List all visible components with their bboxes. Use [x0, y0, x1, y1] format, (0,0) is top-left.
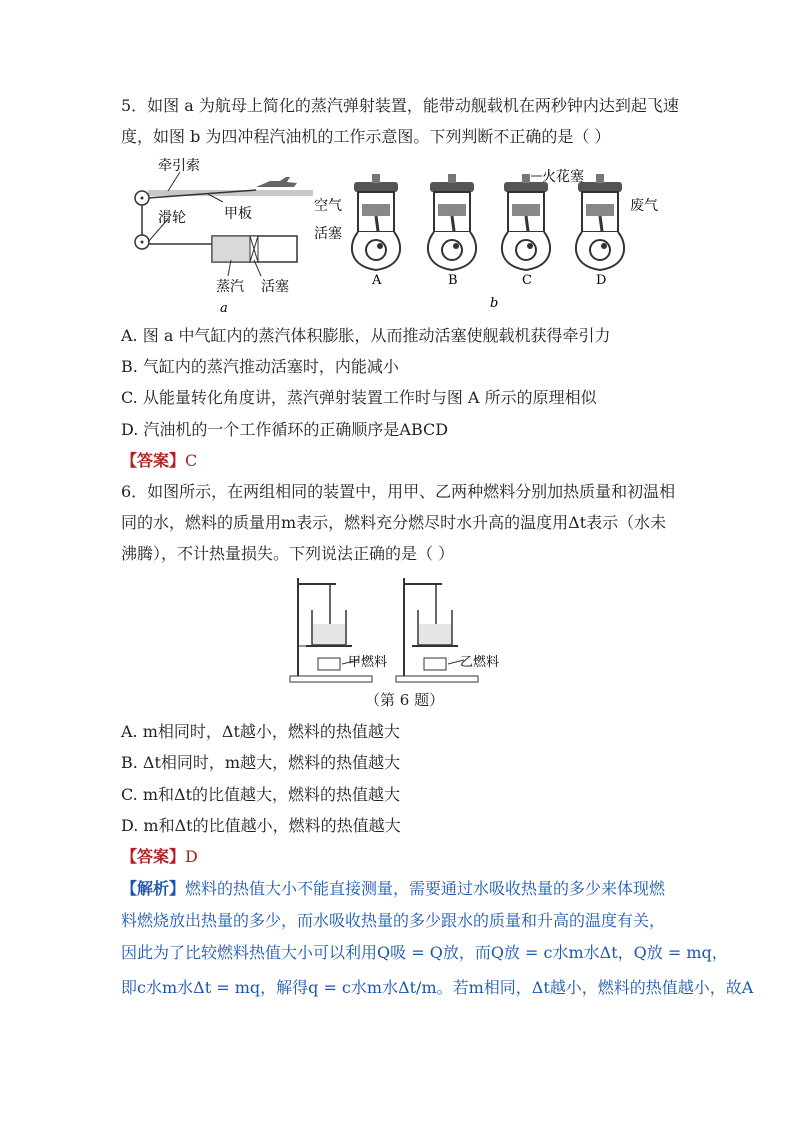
caption-a: a	[220, 301, 228, 316]
engine-label-a: A	[372, 273, 382, 288]
figure-q6-heating	[284, 574, 514, 688]
steam-region	[212, 236, 250, 262]
q6-answer	[121, 847, 198, 867]
label-fuel-a: 甲燃料	[348, 655, 388, 670]
label-cable: 牵引索	[158, 158, 200, 174]
label-piston-b: 活塞	[314, 226, 342, 242]
q6-figure-caption: （第 6 题）	[365, 691, 445, 709]
q6-analysis-line3: 因此为了比较燃料热值大小可以利用Q吸 = Q放，而Q放 = c水m水Δt，Q放 = mq，	[121, 943, 728, 962]
engine-label-d: D	[596, 273, 607, 288]
q5-option-a: A. 图 a 中气缸内的蒸汽体积膨胀，从而推动活塞使舰载机获得牵引力	[121, 326, 611, 345]
q6-option-c: C. m和Δt的比值越大，燃料的热值越大	[121, 785, 401, 804]
q6-option-b: B. Δt相同时，m越大，燃料的热值越大	[121, 753, 401, 772]
label-exhaust: 废气	[630, 198, 658, 214]
q6-stem-line1: 6．如图所示，在两组相同的装置中，用甲、乙两种燃料分别加热质量和初温相	[121, 482, 676, 501]
q6-stem-line3: 沸腾），不计热量损失。下列说法正确的是（ ）	[121, 544, 455, 563]
q6-option-a: A. m相同时，Δt越小，燃料的热值越大	[121, 722, 400, 741]
engine-label-b: B	[448, 273, 458, 288]
label-piston-a: 活塞	[261, 279, 289, 295]
answer-tag: 【答案】	[121, 451, 186, 470]
q5-stem-line2: 度，如图 b 为四冲程汽油机的工作示意图。下列判断不正确的是（ ）	[121, 127, 611, 146]
q6-stem-line2: 同的水，燃料的质量用m表示，燃料充分燃尽时水升高的温度用Δt表示（水未	[121, 513, 667, 532]
analysis-tag: 【解析】	[121, 879, 186, 898]
q5-option-b: B. 气缸内的蒸汽推动活塞时，内能减小	[121, 357, 399, 376]
answer-value: D	[185, 847, 198, 866]
q5-answer	[121, 451, 197, 471]
deck	[148, 190, 313, 196]
q5-option-d: D. 汽油机的一个工作循环的正确顺序是ABCD	[121, 420, 449, 439]
label-spark: 火花塞	[542, 169, 584, 185]
q6-option-d: D. m和Δt的比值越小，燃料的热值越大	[121, 816, 401, 835]
engine-label-c: C	[522, 273, 532, 288]
q5-option-c: C. 从能量转化角度讲，蒸汽弹射装置工作时与图 A 所示的原理相似	[121, 388, 597, 407]
answer-tag: 【答案】	[121, 847, 186, 866]
aircraft-icon	[256, 177, 297, 187]
engine-d	[576, 174, 624, 270]
figure-a-catapult	[128, 156, 318, 316]
label-pulley: 滑轮	[158, 210, 186, 226]
analysis-text-1: 燃料的热值大小不能直接测量，需要通过水吸收热量的多少来体现燃	[185, 879, 666, 898]
q6-analysis-line4: 即c水m水Δt = mq，解得q = c水m水Δt/m。若m相同，Δt越小，燃料的热值越小，故A	[121, 978, 754, 997]
q6-analysis-line1	[121, 879, 665, 899]
engine-b	[428, 174, 476, 270]
answer-value: C	[185, 451, 198, 470]
label-air: 空气	[314, 198, 342, 214]
caption-b: b	[490, 296, 499, 311]
q6-analysis-line2: 料燃烧放出热量的多少，而水吸收热量的多少跟水的质量和升高的温度有关，	[121, 911, 666, 930]
figure-b-engines	[310, 162, 670, 312]
label-steam: 蒸汽	[216, 279, 244, 295]
label-deck: 甲板	[224, 206, 252, 222]
engine-c	[502, 174, 550, 270]
label-fuel-b: 乙燃料	[460, 655, 500, 670]
engine-a	[352, 174, 400, 270]
q5-stem-line1: 5．如图 a 为航母上简化的蒸汽弹射装置，能带动舰载机在两秒钟内达到起飞速	[121, 96, 679, 115]
